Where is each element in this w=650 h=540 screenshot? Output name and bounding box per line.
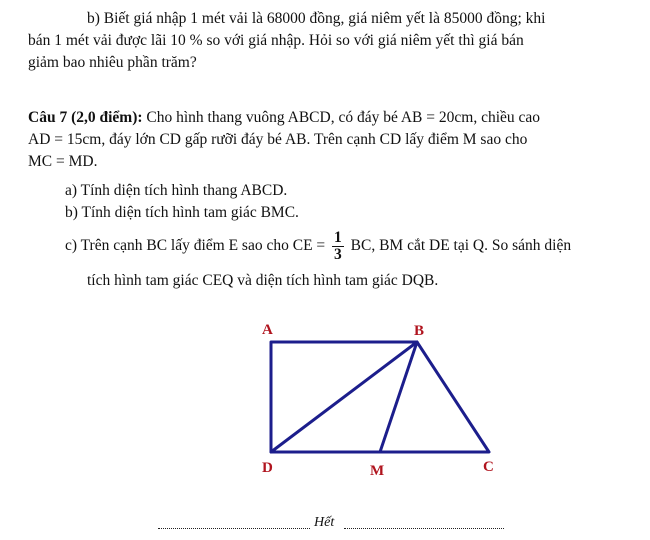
label-c: C [483, 459, 494, 475]
part-b-line2: bán 1 mét vải được lãi 10 % so với giá nhập. Hỏi so với giá niêm yết thì giá bán [28, 32, 524, 49]
cau7-item-c-pre: c) Trên cạnh BC lấy điểm E sao cho CE = [65, 237, 330, 254]
cau7-line3: MC = MD. [28, 153, 98, 170]
label-a: A [262, 322, 273, 338]
footer-dots-right [344, 528, 504, 529]
footer-end-marker [158, 513, 504, 533]
cau7-item-c-post: BC, BM cắt DE tại Q. So sánh diện [346, 237, 572, 254]
label-m: M [370, 463, 385, 479]
cau7-item-b: b) Tính diện tích hình tam giác BMC. [65, 204, 299, 221]
cau7-heading: Câu 7 (2,0 điểm): [28, 109, 143, 126]
cau7-line1-text: Cho hình thang vuông ABCD, có đáy bé AB = 20cm, chiều cao [142, 109, 541, 126]
fraction-numerator: 1 [334, 228, 342, 246]
part-b-line3: giảm bao nhiêu phần trăm? [28, 54, 197, 71]
label-d: D [262, 460, 273, 476]
segment-db [271, 342, 417, 452]
footer-text: Hết [314, 515, 335, 530]
fraction-denominator: 3 [334, 245, 342, 263]
part-b-line1: b) Biết giá nhập 1 mét vải là 68000 đồng, giá niêm yết là 85000 đồng; khi [87, 10, 546, 27]
label-b: B [414, 323, 425, 339]
trapezoid-abcd [271, 342, 489, 452]
cau7-item-a: a) Tính diện tích hình thang ABCD. [65, 182, 288, 199]
cau7-line2: AD = 15cm, đáy lớn CD gấp rưỡi đáy bé AB. Trên cạnh CD lấy điểm M sao cho [28, 131, 528, 148]
footer-dots-left [158, 528, 310, 529]
cau7-item-c-line2: tích hình tam giác CEQ và diện tích hình tam giác DQB. [87, 272, 439, 289]
segment-bm [380, 342, 417, 452]
